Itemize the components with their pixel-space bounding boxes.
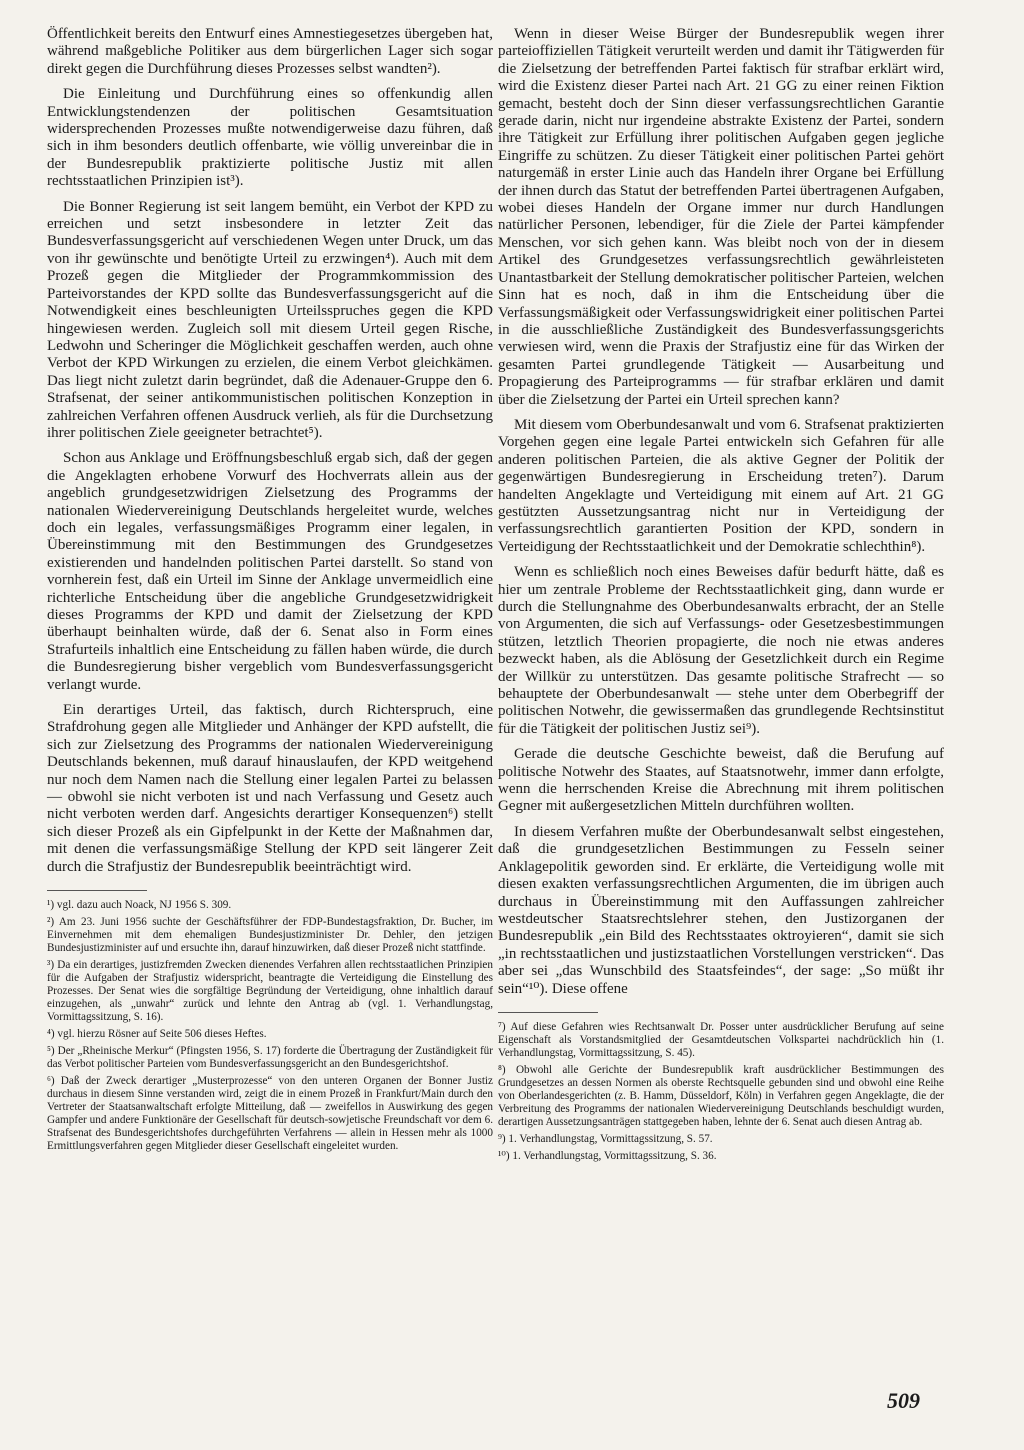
footnote: ¹) vgl. dazu auch Noack, NJ 1956 S. 309. bbox=[47, 899, 232, 912]
footnote: ⁶) Daß der Zweck derartiger „Musterprozesse“ von den unteren Organen der Bonner Justiz durchaus in diesem Sinne verstanden wird, zeigt die in einem Prozeß in Frankfurt/Main durch den Vertreter der Staatsanwaltschaft erfolgte Mitteilung, daß — zweifellos in Auswirkung des gegen Gampfer und andere Funktionäre der Gesellschaft für deutsch-sowjetische Freundschaft vor dem 6. Strafsenat des Bundesgerichtshofes durchgeführten Verfahrens — allein in Hessen mehr als 1000 Ermittlungsverfahren gegen Mitglieder dieser Gesellschaft eingeleitet wurden. bbox=[47, 1075, 493, 1153]
paragraph: Wenn es schließlich noch eines Beweises dafür bedurft hätte, daß es hier um zentrale Probleme der Rechtsstaatlichkeit ging, dann wurde er durch die Stellungnahme des Oberbundesanwalts erbracht, der an Stelle von Argumenten, die sich auf Verfassungs- oder Gesetzesbestimmungen stützen, letztlich Theorien propagierte, die noch nie etwas anderes bezweckt haben, als die Ablösung der Gesetzlichkeit durch ein Regime der Willkür zu unterstützen. Das gesamte politische Strafrecht — so behauptete der Oberbundesanwalt — stehe unter dem Oberbegriff der politischen Notwehr, die gewissermaßen das grundlegende Rechtsinstitut für die Tätigkeit der politischen Justiz sei⁹). bbox=[498, 564, 944, 737]
footnote: ⁵) Der „Rheinische Merkur“ (Pfingsten 1956, S. 17) forderte die Übertragung der Zuständigkeit für das Verbot politischer Parteien vom Bundesverfassungsgericht an den Bundesgerichtshof. bbox=[47, 1045, 493, 1071]
footnote: ⁹) 1. Verhandlungstag, Vormittagssitzung, S. 57. bbox=[498, 1132, 713, 1145]
footnote-divider bbox=[47, 890, 147, 891]
paragraph: Schon aus Anklage und Eröffnungsbeschluß ergab sich, daß der gegen die Angeklagten erhobene Vorwurf des Hochverrats allein aus der angeblich grundgesetzwidrigen Zielsetzung des Programms der nationalen Wiedervereinigung Deutschlands hergeleitet wurde, welches doch ein legales, verfassungsmäßiges Programm einer legalen, in Übereinstimmung mit den Bestimmungen des Grundgesetzes existierenden und handelnden politischen Partei darstellt. So stand von vornherein fest, daß ein Urteil im Sinne der Anklage unvermeidlich eine richterliche Entscheidung über die angebliche Grundgesetzwidrigkeit dieses Programms der KPD und damit der Zielsetzung der KPD überhaupt beinhalten würde, daß der 6. Senat also in Form eines Strafurteils inhaltlich eine Entscheidung zu fällen haben würde, die durch die Bundesregierung bisher vergeblich vom Bundesverfassungsgericht verlangt wurde. bbox=[47, 450, 493, 693]
paragraph: Gerade die deutsche Geschichte beweist, daß die Berufung auf politische Notwehr des Staates, auf Staatsnotwehr, immer dann erfolgte, wenn die herrschenden Kreise die Abrechnung mit ihrem politischen Gegner mit außergesetzlichen Mitteln durchführen wollten. bbox=[498, 746, 944, 815]
footnote: ³) Da ein derartiges, justizfremden Zwecken dienendes Verfahren allen rechtsstaatlichen Prinzipien für die Aufgaben der Strafjustiz widerspricht, beantragte die Verteidigung die Einstellung des Prozesses. Der Senat wies die sorgfältige Begründung der Verteidigung, ohne inhaltlich darauf einzugehen, als „unwahr“ zurück und lehnte den Antrag ab (vgl. 1. Verhandlungstag, Vormittagssitzung, S. 16). bbox=[47, 959, 493, 1024]
footnote-divider bbox=[498, 1012, 598, 1013]
page-number: 509 bbox=[887, 1388, 920, 1413]
left-column bbox=[47, 26, 493, 1157]
paragraph: Ein derartiges Urteil, das faktisch, durch Richterspruch, eine Strafdrohung gegen alle Mitglieder und Anhänger der KPD aufstellt, die sich zur Zielsetzung des Programms der nationalen Wiedervereinigung Deutschlands bekennen, muß darauf hinauslaufen, der KPD weitgehend nur noch dem Namen nach die Stellung einer legalen Partei zu belassen — obwohl sie nicht verboten ist und nach Verfassung und Gesetz auch nicht verboten werden darf. Angesichts derartiger Konsequenzen⁶) stellt sich dieser Prozeß als ein Gipfelpunkt in der Kette der Maßnahmen dar, mit denen die verfassungsmäßige Stellung der KPD seit längerer Zeit durch die Strafjustiz der Bundesrepublik beeinträchtigt wird. bbox=[47, 702, 493, 875]
paragraph: In diesem Verfahren mußte der Oberbundesanwalt selbst eingestehen, daß die grundgesetzlichen Bestimmungen zu Fesseln seiner Anklagepolitik geworden sind. Er erklärte, die Verteidigung wolle mit diesen exakten verfassungsrechtlichen Argumenten, die im übrigen auch durchaus in Übereinstimmung mit den Auffassungen zahlreicher westdeutscher Staatsrechtslehrer stehen, den Justizorganen der Bundesrepublik „ein Bild des Rechtsstaates oktroyieren“, damit sie sich „in rechtsstaatlichen und justizstaatlichen Vorstellungen verstricken“. Das aber sei „das Wunschbild des Staatsfeindes“, der sage: „So müßt ihr sein“¹⁰). Diese offene bbox=[498, 823, 944, 997]
paragraph: Die Bonner Regierung ist seit langem bemüht, ein Verbot der KPD zu erreichen und setzt insbesondere in letzter Zeit das Bundesverfassungsgericht auf verschiedenen Wegen unter Druck, um das von ihr gewünschte und benötigte Urteil zu erzwingen⁴). Auch mit dem Prozeß gegen die Mitglieder der Programmkommission des Parteivorstandes der KPD sollte das Bundesverfassungsgericht auf die Notwendigkeit eines beschleunigten Urteilsspruches gegen die KPD hingewiesen werden. Zugleich soll mit diesem Urteil gegen Rische, Ledwohn und Scheringer die Möglichkeit geschaffen werden, auch ohne Verbot der KPD Wirkungen zu erzielen, die einem Verbot gleichkämen. Das liegt nicht zuletzt darin begründet, daß die Adenauer-Gruppe den 6. Strafsenat, der seiner antikommunistischen politischen Konzeption in zahlreichen Verfahren offenen Ausdruck verlieh, als für die Durchsetzung ihrer politischen Ziele geeigneter betrachtet⁵). bbox=[47, 198, 493, 441]
paragraph: Öffentlichkeit bereits den Entwurf eines Amnestiegesetzes übergeben hat, während maßgebliche Politiker aus dem bürgerlichen Lager sich sogar direkt gegen die Durchführung dieses Prozesses selbst wandten²). bbox=[47, 26, 493, 77]
right-column bbox=[498, 26, 944, 1167]
footnote: ¹⁰) 1. Verhandlungstag, Vormittagssitzung, S. 36. bbox=[498, 1149, 717, 1162]
footnote: ⁸) Obwohl alle Gerichte der Bundesrepublik kraft ausdrücklicher Bestimmungen des Grundgesetzes an dessen Normen als oberste Rechtsquelle gebunden sind und obwohl eine Reihe von Oberlandesgerichten (z. B. Hamm, Düsseldorf, Köln) in Verfahren gegen Angeklagte, die der Verbreitung des Programms der nationalen Wiedervereinigung Deutschlands beschuldigt wurden, derartigen Aussetzungsanträgen stattgegeben haben, lehnte der 6. Senat auch diesen Antrag ab. bbox=[498, 1063, 944, 1128]
paragraph: Wenn in dieser Weise Bürger der Bundesrepublik wegen ihrer parteioffiziellen Tätigkeit verurteilt werden und damit ihr Tätigwerden für die Zielsetzung der betreffenden Partei faktisch für strafbar erklärt wird, wird die Existenz dieser Partei nach Art. 21 GG zu einer reinen Fiktion gemacht, besteht doch der Sinn dieser verfassungsrechtlichen Garantie gerade darin, nicht nur irgendeine abstrakte Existenz der Partei, sondern ihre Tätigkeit zur Erfüllung ihrer politischen Aufgaben gegen jegliche Eingriffe zu schützen. Zu dieser Tätigkeit einer politischen Partei gehört naturgemäß in erster Linie auch das Handeln ihrer Organe bei Erfüllung der ihnen durch das Statut der betreffenden Partei übertragenen Aufgaben, wobei dieses Handeln der Organe immer nur durch Handlungen natürlicher Personen, lebendiger, für die Ziele der Partei kämpfender Menschen, vor sich gehen kann. Was bleibt noch von der in diesem Artikel des Grundgesetzes verfassungsrechtlich gewährleisteten Unantastbarkeit der Stellung demokratischer politischer Parteien, welchen Sinn hat es noch, daß in ihm die Entscheidung über die Verfassungsmäßigkeit oder Verfassungswidrigkeit einer politischen Partei in die ausschließliche Zuständigkeit des Bundesverfassungsgerichts verwiesen wird, wenn die Praxis der Strafjustiz eine für das Wirken der gesamten Partei grundlegende Tätigkeit — Ausarbeitung und Propagierung des Parteiprogramms — für strafbar erklären und damit über die Zielsetzung der Partei ein Urteil sprechen kann? bbox=[498, 26, 944, 408]
paragraph: Die Einleitung und Durchführung eines so offenkundig allen Entwicklungstendenzen der politischen Gesamtsituation widersprechenden Prozesses mußte notwendigerweise dazu führen, daß sich in ihm besonders deutlich offenbarte, wie völlig unvereinbar die in der Bundesrepublik praktizierte politische Justiz mit allen rechtsstaatlichen Prinzipien ist³). bbox=[47, 86, 493, 190]
paragraph: Mit diesem vom Oberbundesanwalt und vom 6. Strafsenat praktizierten Vorgehen gegen eine legale Partei entwickeln sich Gefahren für alle anderen politischen Parteien, die als aktive Gegner der Politik der gegenwärtigen Bundesregierung in Erscheidung treten⁷). Darum handelten Angeklagte und Verteidigung mit einem auf Art. 21 GG gestützten Aussetzungsantrag nicht nur in Verteidigung der verfassungsrechtlich garantierten Position der KPD, sondern in Verteidigung der Rechtsstaatlichkeit und der Demokratie schlechthin⁸). bbox=[498, 416, 944, 555]
footnote: ⁴) vgl. hierzu Rösner auf Seite 506 dieses Heftes. bbox=[47, 1028, 267, 1041]
footnote: ⁷) Auf diese Gefahren wies Rechtsanwalt Dr. Posser unter ausdrücklicher Berufung auf seine Eigenschaft als Vorstandsmitglied der Gesamtdeutschen Volkspartei nachdrücklich hin (1. Verhandlungstag, Vormittagssitzung, S. 45). bbox=[498, 1020, 944, 1059]
footnote: ²) Am 23. Juni 1956 suchte der Geschäftsführer der FDP-Bundestagsfraktion, Dr. Bucher, im Einvernehmen mit dem ehemaligen Bundesjustizminister Dr. Dehler, den jetzigen Bundesjustizminister auf und ersuchte ihn, darauf hinzuwirken, daß dieser Prozeß nicht stattfinde. bbox=[47, 916, 493, 955]
